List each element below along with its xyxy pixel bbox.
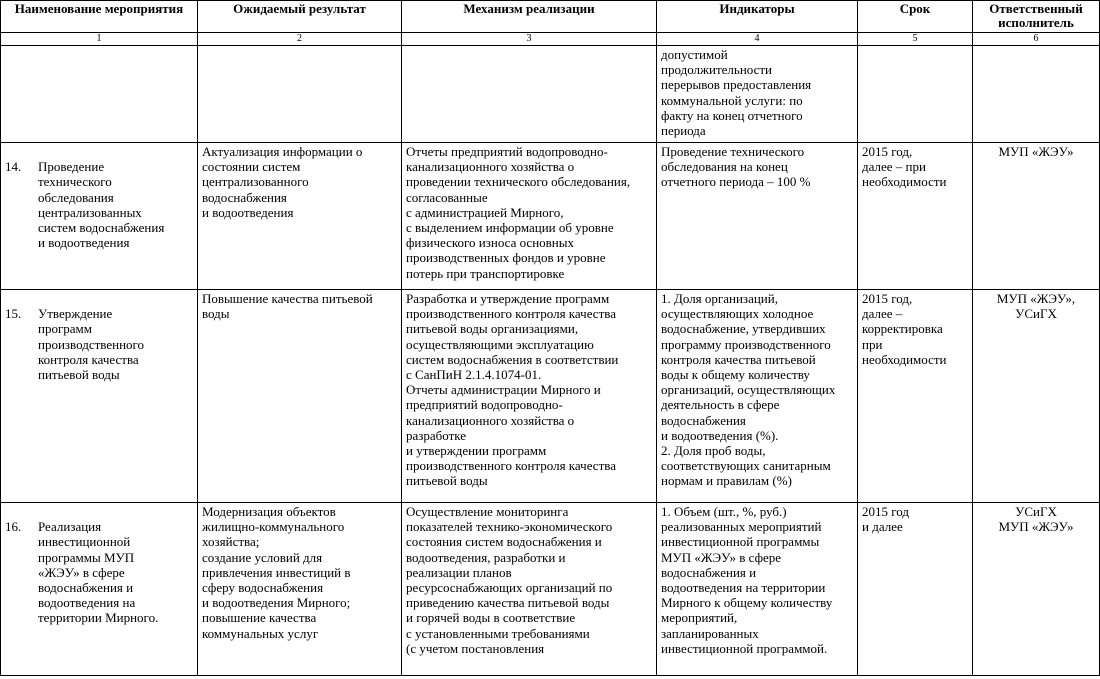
measure-name: Утверждение программ производственного контроля качества питьевой воды xyxy=(38,306,145,383)
result-cell: Модернизация объектов жилищно-коммунального хозяйства; создание условий для привлечения инвестиций в сферу водоснабжения и водоотведения Мирного; повышение качества коммунальных услуг xyxy=(198,503,402,676)
indicators-cell: 1. Доля организаций, осуществляющих холодное водоснабжение, утвердивших программу производственного контроля качества питьевой воды к общему количеству организаций, осуществляющих деятельность в сфере водоснабжения и водоотведения (%). 2. Доля проб воды, соответствующих санитарным нормам и правилам (%) xyxy=(657,290,858,503)
name-cell xyxy=(1,290,198,503)
responsible-cell: МУП «ЖЭУ» xyxy=(973,143,1100,290)
term-cell: 2015 год, далее – корректировка при необходимости xyxy=(858,290,973,503)
column-number: 4 xyxy=(657,33,858,46)
header-responsible: Ответственный исполнитель xyxy=(973,1,1100,33)
measure-name: Проведение технического обследования централизованных систем водоснабжения и водоотведения xyxy=(38,159,165,251)
responsible-cell: МУП «ЖЭУ», УСиГХ xyxy=(973,290,1100,503)
indicators-cell: допустимой продолжительности перерывов предоставления коммунальной услуги: по факту на конец отчетного периода xyxy=(657,46,858,143)
indicators-cell: 1. Объем (шт., %, руб.) реализованных мероприятий инвестиционной программы МУП «ЖЭУ» в сфере водоснабжения и водоотведения на территории Мирного к общему количеству мероприятий, запланированных инвестиционной программой. xyxy=(657,503,858,676)
name-cell xyxy=(1,143,198,290)
mechanism-cell: Осуществление мониторинга показателей технико-экономического состояния систем водоснабжения и водоотведения, разработки и реализации планов ресурсоснабжающих организаций по приведению качества питьевой воды и горячей воды в соответствие с установленными требованиями (с учетом постановления xyxy=(402,503,657,676)
measure-name: Реализация инвестиционной программы МУП «ЖЭУ» в сфере водоснабжения и водоотведения на территории Мирного. xyxy=(38,519,159,626)
header-row xyxy=(1,1,1100,33)
mechanism-cell: Отчеты предприятий водопроводно- канализационного хозяйства о проведении технического обследования, согласованные с администрацией Мирного, с выделением информации об уровне физического износа основных производственных фондов и уровне потерь при транспортировке xyxy=(402,143,657,290)
table-row xyxy=(1,290,1100,503)
row-number: 15. xyxy=(5,306,22,322)
header-indicators: Индикаторы xyxy=(657,1,858,33)
column-number-row xyxy=(1,33,1100,46)
column-number: 1 xyxy=(1,33,198,46)
table-row xyxy=(1,143,1100,290)
column-number: 5 xyxy=(858,33,973,46)
mechanism-cell: Разработка и утверждение программ производственного контроля качества питьевой воды организациями, осуществляющими эксплуатацию систем водоснабжения в соответствии с СанПиН 2.1.4.1074-01. Отчеты администрации Мирного и предприятий водопроводно- канализационного хозяйства о разработке и утверждении программ производственного контроля качества питьевой воды xyxy=(402,290,657,503)
row-number: 14. xyxy=(5,159,22,175)
empty-cell xyxy=(1,46,198,143)
term-cell: 2015 год и далее xyxy=(858,503,973,676)
header-name: Наименование мероприятия xyxy=(1,1,198,33)
header-term: Срок xyxy=(858,1,973,33)
column-number: 6 xyxy=(973,33,1100,46)
header-mechanism: Механизм реализации xyxy=(402,1,657,33)
column-number: 3 xyxy=(402,33,657,46)
header-result: Ожидаемый результат xyxy=(198,1,402,33)
indicators-cell: Проведение технического обследования на конец отчетного периода – 100 % xyxy=(657,143,858,290)
term-cell: 2015 год, далее – при необходимости xyxy=(858,143,973,290)
responsible-cell: УСиГХ МУП «ЖЭУ» xyxy=(973,503,1100,676)
result-cell: Повышение качества питьевой воды xyxy=(198,290,402,503)
continuation-row xyxy=(1,46,1100,143)
empty-cell xyxy=(973,46,1100,143)
row-number: 16. xyxy=(5,519,22,535)
empty-cell xyxy=(858,46,973,143)
name-cell xyxy=(1,503,198,676)
empty-cell xyxy=(198,46,402,143)
empty-cell xyxy=(402,46,657,143)
column-number: 2 xyxy=(198,33,402,46)
table-row xyxy=(1,503,1100,676)
result-cell: Актуализация информации о состоянии систем централизованного водоснабжения и водоотведения xyxy=(198,143,402,290)
